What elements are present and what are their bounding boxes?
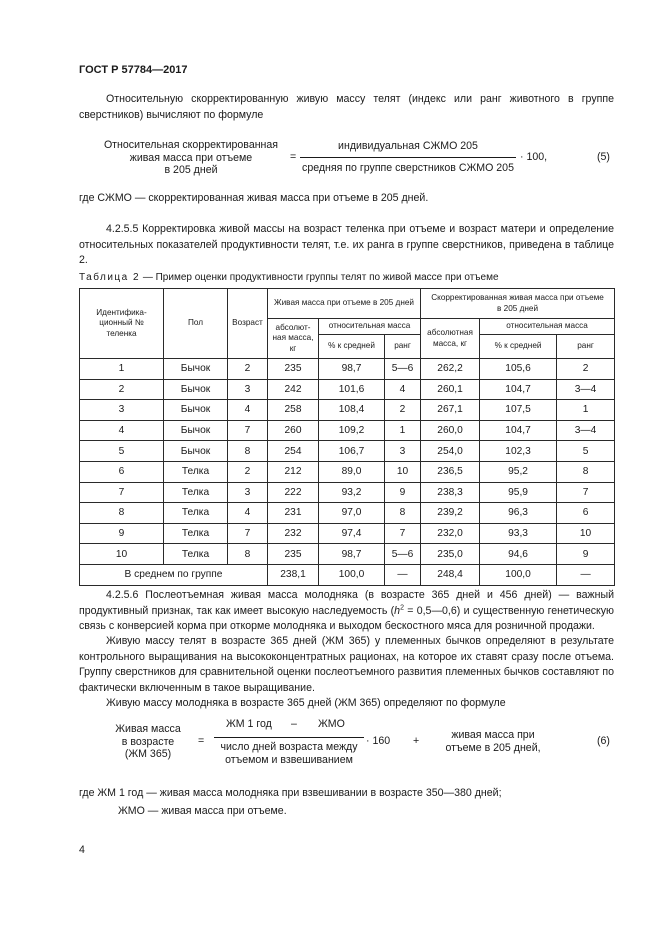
formula6-right-line1: живая масса при	[451, 729, 535, 741]
cell-abs-mass: 258	[268, 400, 319, 421]
cell-id: 10	[80, 544, 164, 565]
formula6-number: (6)	[597, 735, 610, 747]
table-caption	[79, 272, 499, 283]
cell-abs-mass: 232	[268, 523, 319, 544]
formula5-fraction-line	[300, 157, 516, 158]
formula6-left-line1: Живая масса	[115, 723, 181, 735]
formula6-num-minus: –	[291, 718, 297, 730]
cell-corr-pct: 96,3	[480, 503, 557, 524]
cell-corr-abs-mass: 235,0	[421, 544, 480, 565]
formula5-equals: =	[290, 151, 297, 163]
cell-rank: 4	[385, 379, 421, 400]
header-sex: Пол	[164, 289, 228, 359]
cell-pct: 101,6	[319, 379, 385, 400]
table-caption-prefix: Таблица 2	[79, 272, 141, 283]
table-row	[80, 503, 615, 524]
cell-corr-pct: 105,6	[480, 359, 557, 380]
table-row	[80, 420, 615, 441]
cell-sex: Бычок	[164, 420, 228, 441]
header-corr-pct: % к средней	[480, 335, 557, 359]
cell-id: 6	[80, 461, 164, 482]
cell-rank: 7	[385, 523, 421, 544]
header-corr-rel-mass: относительная масса	[480, 319, 615, 335]
p1-text-b: = 0,5—0,6) и существенную генетическую связь с конверсией корма при откорме молодняка и выходом бескостного мяса для розничной продажи.	[79, 604, 614, 632]
cell-corr-abs-mass: 232,0	[421, 523, 480, 544]
cell-age: 4	[228, 400, 268, 421]
table-body	[80, 359, 615, 565]
formula6-num-b: ЖМО	[318, 718, 345, 730]
cell-sex: Телка	[164, 503, 228, 524]
cell-id: 8	[80, 503, 164, 524]
avg-corr-abs: 248,4	[421, 564, 480, 585]
formula5-multiplier: · 100,	[520, 151, 548, 163]
header-rank: ранг	[385, 335, 421, 359]
header-corr-rank: ранг	[557, 335, 615, 359]
cell-sex: Телка	[164, 544, 228, 565]
cell-corr-rank: 2	[557, 359, 615, 380]
cell-corr-abs-mass: 236,5	[421, 461, 480, 482]
cell-rank: 5—6	[385, 544, 421, 565]
cell-abs-mass: 242	[268, 379, 319, 400]
cell-rank: 1	[385, 420, 421, 441]
cell-id: 2	[80, 379, 164, 400]
cell-rank: 2	[385, 400, 421, 421]
cell-corr-abs-mass: 254,0	[421, 441, 480, 462]
table-row	[80, 482, 615, 503]
p1-h-symbol: h	[394, 604, 401, 617]
cell-corr-pct: 102,3	[480, 441, 557, 462]
section-4-2-5-6-p2: Живую массу телят в возрасте 365 дней (ЖМ 365) у племенных бычков определяют в результате контрольного выращивания на высококонцентратных рационах, на которое их ставят сразу после отъема. Группу сверстников для сравнительной оценки послеотъемного развития племенных бычков составляют по фактически включенным в такое выращивание.	[79, 635, 614, 694]
cell-rank: 9	[385, 482, 421, 503]
cell-abs-mass: 235	[268, 544, 319, 565]
cell-corr-rank: 8	[557, 461, 615, 482]
cell-corr-rank: 3—4	[557, 379, 615, 400]
cell-pct: 97,4	[319, 523, 385, 544]
formula6-plus: +	[413, 735, 420, 747]
formula6-left-line2: в возрасте	[121, 735, 175, 748]
header-pct: % к средней	[319, 335, 385, 359]
header-rel-mass: относительная масса	[319, 319, 421, 335]
cell-corr-rank: 9	[557, 544, 615, 565]
avg-label: В среднем по группе	[80, 564, 268, 585]
cell-age: 2	[228, 461, 268, 482]
table-row	[80, 441, 615, 462]
cell-sex: Телка	[164, 523, 228, 544]
section-4-2-5-6-p3: Живую массу молодняка в возрасте 365 дней (ЖМ 365) определяют по формуле	[106, 697, 506, 709]
table-caption-text: — Пример оценки продуктивности группы телят по живой массе при отъеме	[140, 272, 499, 283]
cell-corr-pct: 107,5	[480, 400, 557, 421]
cell-corr-pct: 104,7	[480, 379, 557, 400]
cell-corr-abs-mass: 238,3	[421, 482, 480, 503]
cell-corr-rank: 10	[557, 523, 615, 544]
cell-sex: Телка	[164, 461, 228, 482]
avg-abs: 238,1	[268, 564, 319, 585]
formula6-den-line1: число дней возраста между	[220, 741, 358, 753]
table-row	[80, 523, 615, 544]
formula6-multiplier: · 160	[366, 735, 391, 747]
cell-corr-rank: 1	[557, 400, 615, 421]
cell-id: 1	[80, 359, 164, 380]
cell-id: 4	[80, 420, 164, 441]
formula6-left-line3: (ЖМ 365)	[124, 748, 172, 760]
cell-corr-pct: 94,6	[480, 544, 557, 565]
formula6-right-line2: отъеме в 205 дней,	[445, 741, 541, 754]
formula6-den-line2: отъемом и взвешиванием	[225, 754, 353, 766]
where-zhmo: ЖМО — живая масса при отъеме.	[118, 805, 287, 817]
formula5-left-line1: Относительная скорректированная	[103, 139, 279, 151]
cell-age: 3	[228, 482, 268, 503]
cell-sex: Бычок	[164, 441, 228, 462]
page-number: 4	[79, 844, 85, 856]
cell-pct: 109,2	[319, 420, 385, 441]
cell-corr-abs-mass: 260,1	[421, 379, 480, 400]
cell-corr-pct: 104,7	[480, 420, 557, 441]
cell-sex: Бычок	[164, 359, 228, 380]
cell-age: 8	[228, 441, 268, 462]
cell-pct: 98,7	[319, 359, 385, 380]
cell-corr-rank: 3—4	[557, 420, 615, 441]
cell-rank: 8	[385, 503, 421, 524]
table-row	[80, 544, 615, 565]
formula5-left-line2: живая масса при отъеме	[129, 151, 253, 164]
cell-id: 5	[80, 441, 164, 462]
formula6-left	[108, 723, 188, 761]
cell-corr-pct: 95,9	[480, 482, 557, 503]
cell-corr-abs-mass: 262,2	[421, 359, 480, 380]
formula6-fraction-line	[214, 737, 364, 738]
avg-corr-rank: —	[557, 564, 615, 585]
cell-abs-mass: 222	[268, 482, 319, 503]
cell-sex: Бычок	[164, 400, 228, 421]
header-id: Идентифика-ционный № теленка	[80, 289, 164, 359]
cell-abs-mass: 260	[268, 420, 319, 441]
cell-id: 7	[80, 482, 164, 503]
cell-age: 4	[228, 503, 268, 524]
formula5-denominator: средняя по группе сверстников СЖМО 205	[302, 162, 514, 174]
avg-rank: —	[385, 564, 421, 585]
cell-corr-rank: 6	[557, 503, 615, 524]
cell-corr-rank: 7	[557, 482, 615, 503]
cell-corr-abs-mass: 260,0	[421, 420, 480, 441]
formula5-number: (5)	[597, 151, 610, 163]
table-row	[80, 400, 615, 421]
cell-pct: 108,4	[319, 400, 385, 421]
section-4-2-5-6-p1	[79, 588, 614, 635]
cell-sex: Бычок	[164, 379, 228, 400]
p1-superscript: 2	[400, 603, 404, 611]
cell-abs-mass: 212	[268, 461, 319, 482]
cell-abs-mass: 254	[268, 441, 319, 462]
cell-corr-pct: 93,3	[480, 523, 557, 544]
cell-corr-abs-mass: 267,1	[421, 400, 480, 421]
cell-age: 8	[228, 544, 268, 565]
cell-abs-mass: 235	[268, 359, 319, 380]
intro-paragraph: Относительную скорректированную живую массу телят (индекс или ранг животного в группе сверстников) вычисляют по формуле	[79, 93, 614, 121]
cell-corr-abs-mass: 239,2	[421, 503, 480, 524]
formula5-left	[96, 139, 286, 177]
formula6-equals: =	[198, 735, 205, 747]
section-4-2-5-5: 4.2.5.5 Корректировка живой массы на возраст теленка при отъеме и возраст матери и определение относительных показателей продуктивности телят, т.е. их ранга в группе сверстников, приведена в таблице 2.	[79, 223, 614, 266]
where-szhmo: где СЖМО — скорректированная живая масса при отъеме в 205 дней.	[79, 192, 429, 204]
cell-age: 7	[228, 420, 268, 441]
p1-text-a: 4.2.5.6 Послеотъемная живая масса молодняка (в возрасте 365 дней и 456 дней) — важный продуктивный признак, так как имеет высокую наследуемость (	[79, 589, 614, 617]
cell-age: 7	[228, 523, 268, 544]
cell-pct: 89,0	[319, 461, 385, 482]
formula5-left-line3: в 205 дней	[164, 164, 218, 176]
cell-age: 2	[228, 359, 268, 380]
where-zhm-1-god: где ЖМ 1 год — живая масса молодняка при взвешивании в возрасте 350—380 дней;	[79, 787, 502, 799]
cell-corr-rank: 5	[557, 441, 615, 462]
cell-abs-mass: 231	[268, 503, 319, 524]
formula6-num-a: ЖМ 1 год	[226, 718, 272, 730]
cell-corr-pct: 95,2	[480, 461, 557, 482]
avg-pct: 100,0	[319, 564, 385, 585]
document-code: ГОСТ Р 57784—2017	[79, 64, 188, 76]
cell-rank: 10	[385, 461, 421, 482]
cell-rank: 3	[385, 441, 421, 462]
cell-rank: 5—6	[385, 359, 421, 380]
header-age: Возраст	[228, 289, 268, 359]
cell-id: 9	[80, 523, 164, 544]
formula6-right	[433, 729, 553, 754]
cell-pct: 98,7	[319, 544, 385, 565]
cell-pct: 97,0	[319, 503, 385, 524]
header-corrected-group: Скорректированная живая масса при отъеме в 205 дней	[421, 289, 615, 319]
table-2	[79, 288, 615, 586]
cell-id: 3	[80, 400, 164, 421]
cell-pct: 93,2	[319, 482, 385, 503]
table-row	[80, 379, 615, 400]
cell-pct: 106,7	[319, 441, 385, 462]
table-avg-row	[80, 564, 615, 585]
cell-sex: Телка	[164, 482, 228, 503]
cell-age: 3	[228, 379, 268, 400]
formula5-numerator: индивидуальная СЖМО 205	[338, 140, 478, 152]
header-corr-abs-mass: абсолютная масса, кг	[421, 319, 480, 359]
formula6-denominator	[210, 741, 368, 767]
avg-corr-pct: 100,0	[480, 564, 557, 585]
table-row	[80, 359, 615, 380]
header-abs-mass: абсолют-ная масса, кг	[268, 319, 319, 359]
table-row	[80, 461, 615, 482]
header-live-weight-group: Живая масса при отъеме в 205 дней	[268, 289, 421, 319]
